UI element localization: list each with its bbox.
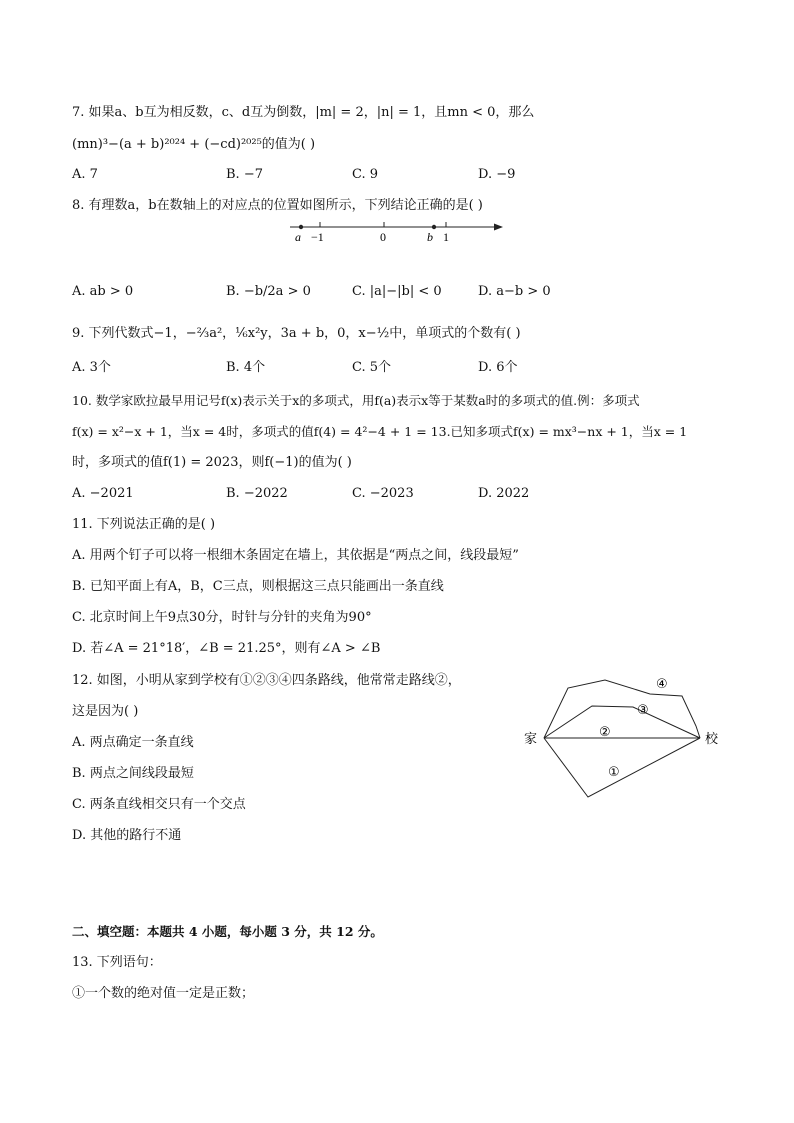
q8-option-b: B. −b/2a > 0 bbox=[226, 284, 311, 299]
q10-stem-line1: 10. 数学家欧拉最早用记号f(x)表示关于x的多项式，用f(a)表示x等于某数a时的多项式的值.例：多项式 bbox=[72, 393, 640, 408]
q8-option-c: C. |a|−|b| < 0 bbox=[352, 284, 442, 299]
q10-option-b: B. −2022 bbox=[226, 486, 288, 501]
q12-option-b: B. 两点之间线段最短 bbox=[72, 766, 194, 781]
label-minus-one: −1 bbox=[311, 230, 324, 244]
label-a: a bbox=[295, 230, 301, 244]
q13-stem: 13. 下列语句： bbox=[72, 955, 162, 970]
q11-stem: 11. 下列说法正确的是( ) bbox=[72, 517, 216, 532]
q7-option-a: A. 7 bbox=[72, 167, 98, 182]
routes-figure bbox=[520, 668, 735, 806]
q7-option-b: B. −7 bbox=[226, 167, 263, 182]
q7-stem-line1: 7. 如果a、b互为相反数，c、d互为倒数，|m| = 2，|n| = 1，且mn < 0，那么 bbox=[72, 105, 535, 120]
q11-option-c: C. 北京时间上午9点30分，时针与分针的夹角为90° bbox=[72, 610, 372, 625]
q12-stem-line2: 这是因为( ) bbox=[72, 704, 139, 719]
label-route-2: ② bbox=[599, 725, 611, 740]
q11-option-d: D. 若∠A = 21°18′，∠B = 21.25°，则有∠A > ∠B bbox=[72, 641, 381, 656]
q12-option-c: C. 两条直线相交只有一个交点 bbox=[72, 797, 246, 812]
q7-option-d: D. −9 bbox=[478, 167, 516, 182]
q10-option-d: D. 2022 bbox=[478, 486, 530, 501]
route-4-path bbox=[544, 680, 700, 738]
q8-option-d: D. a−b > 0 bbox=[478, 284, 551, 299]
label-home: 家 bbox=[524, 732, 538, 747]
q7-option-c: C. 9 bbox=[352, 167, 379, 182]
q10-option-a: A. −2021 bbox=[72, 486, 134, 501]
label-route-3: ③ bbox=[637, 703, 649, 718]
q11-option-a: A. 用两个钉子可以将一根细木条固定在墙上，其依据是“两点之间，线段最短” bbox=[72, 548, 519, 563]
q9-option-a: A. 3个 bbox=[72, 360, 111, 375]
section-2-title: 二、填空题：本题共 4 小题，每小题 3 分，共 12 分。 bbox=[72, 924, 383, 939]
q11-option-b: B. 已知平面上有A，B，C三点，则根据这三点只能画出一条直线 bbox=[72, 579, 444, 594]
q7-stem-line2: (mn)³−(a + b)²⁰²⁴ + (−cd)²⁰²⁵的值为( ) bbox=[72, 137, 316, 152]
point-b bbox=[432, 225, 436, 229]
q8-stem: 8. 有理数a，b在数轴上的对应点的位置如图所示，下列结论正确的是( ) bbox=[72, 198, 483, 213]
route-3-path bbox=[544, 706, 700, 738]
q12-option-d: D. 其他的路行不通 bbox=[72, 828, 182, 843]
q13-item-1: ①一个数的绝对值一定是正数； bbox=[72, 986, 255, 1001]
label-school: 校 bbox=[705, 732, 719, 747]
label-one: 1 bbox=[443, 230, 449, 244]
q10-stem-line2: f(x) = x²−x + 1，当x = 4时，多项式的值f(4) = 4²−4 + 1 = 13.已知多项式f(x) = mx³−nx + 1，当x = 1 bbox=[72, 424, 688, 439]
q12-stem-line1: 12. 如图，小明从家到学校有①②③④四条路线，他常常走路线②， bbox=[72, 673, 461, 688]
number-line-arrow bbox=[494, 224, 503, 231]
label-route-1: ① bbox=[608, 765, 620, 780]
number-line-figure bbox=[285, 218, 510, 246]
q9-option-d: D. 6个 bbox=[478, 360, 518, 375]
route-1-path bbox=[544, 738, 700, 797]
label-zero: 0 bbox=[380, 230, 386, 244]
q9-stem: 9. 下列代数式−1，−⅔a²，⅙x²y，3a + b，0，x−½中，单项式的个数有( ) bbox=[72, 326, 521, 341]
q10-option-c: C. −2023 bbox=[352, 486, 414, 501]
point-a bbox=[299, 225, 303, 229]
q12-option-a: A. 两点确定一条直线 bbox=[72, 735, 194, 750]
q9-option-c: C. 5个 bbox=[352, 360, 392, 375]
label-route-4: ④ bbox=[656, 677, 668, 692]
q8-option-a: A. ab > 0 bbox=[72, 284, 134, 299]
label-b: b bbox=[427, 230, 433, 244]
q9-option-b: B. 4个 bbox=[226, 360, 266, 375]
q10-stem-line3: 时，多项式的值f(1) = 2023，则f(−1)的值为( ) bbox=[72, 455, 352, 470]
